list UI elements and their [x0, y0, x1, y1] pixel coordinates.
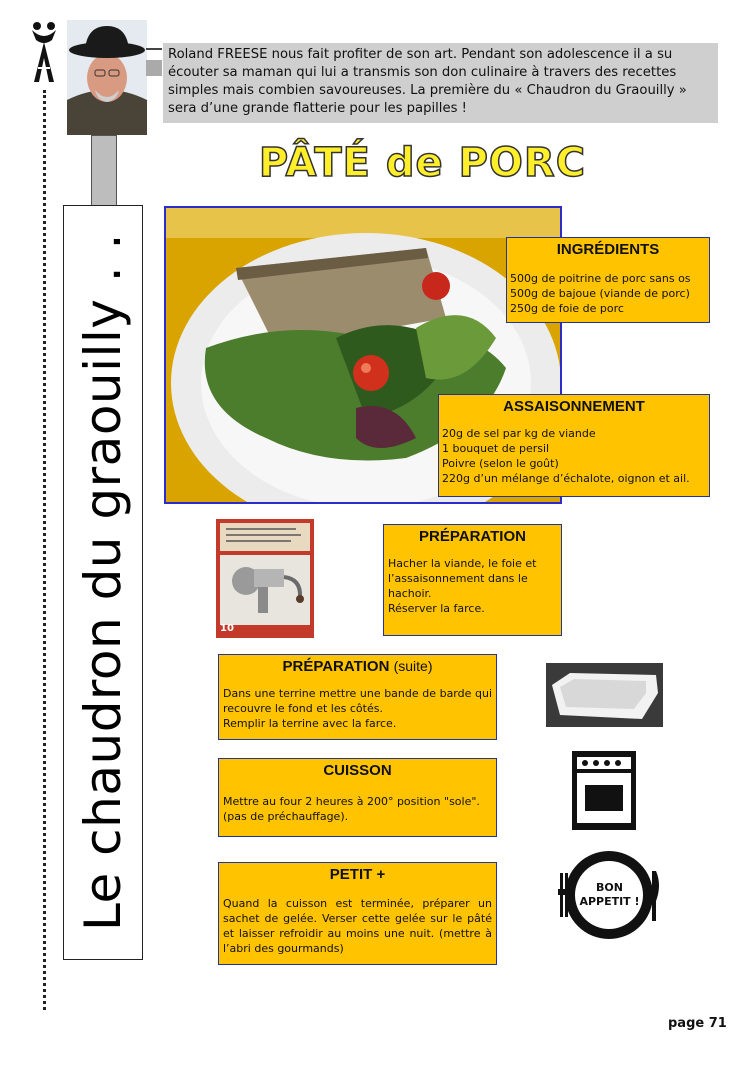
seasoning-item: 20g de sel par kg de viande — [442, 427, 596, 440]
preparation-box — [383, 524, 562, 636]
seasoning-box — [438, 394, 710, 497]
tip-box — [218, 862, 497, 965]
preparation-continued-heading — [223, 659, 492, 674]
preparation-continued-suffix: (suite) — [393, 658, 433, 674]
preparation-continued-line: Dans une terrine mettre une bande de barde qui recouvre le fond et les côtés. — [223, 687, 492, 715]
preparation-continued-title: PRÉPARATION — [282, 658, 390, 675]
decorative-post — [91, 135, 117, 207]
tip-text: Quand la cuisson est terminée, préparer un sachet de gelée. Verser cette gelée sur le pâté et laisser refroidir au moins une nuit. (mettre à l’abri des gourmands) — [223, 897, 492, 955]
seasoning-item: Poivre (selon le goût) — [442, 457, 559, 470]
preparation-continued-line: Remplir la terrine avec la farce. — [223, 717, 397, 730]
cooking-box — [218, 758, 497, 837]
preparation-heading: PRÉPARATION — [419, 528, 526, 545]
intro-text: Roland FREESE nous fait profiter de son art. Pendant son adolescence il a su écouter sa maman qui lui a transmis son don culinaire à travers des recettes simples mais combien savoureuses. La première du « Chaudron du Graouilly » sera d’une grande flatterie pour les papilles ! — [163, 43, 718, 123]
bon-appetit-line: APPETIT ! — [579, 895, 640, 908]
recipe-title: PÂTÉ de PORC — [258, 140, 587, 186]
seasoning-item: 220g d’un mélange d’échalote, oignon et ail. — [442, 472, 690, 485]
seasoning-item: 1 bouquet de persil — [442, 442, 550, 455]
author-photo — [67, 20, 147, 135]
oven-icon — [572, 751, 636, 830]
preparation-continued-box — [218, 654, 497, 740]
cooking-line: Mettre au four 2 heures à 200° position "sole". — [223, 795, 480, 808]
grinder-badge: 10 — [220, 623, 234, 634]
bon-appetit-line: BON — [596, 881, 623, 894]
dotted-margin-line — [43, 90, 46, 1010]
ingredient-item: 250g de foie de porc — [510, 302, 624, 315]
cooking-line: (pas de préchauffage). — [223, 810, 349, 823]
preparation-line: Hacher la viande, le foie et l’assaisonnement dans le hachoir. — [388, 557, 537, 600]
terrine-dish-photo — [546, 663, 663, 727]
page-number: page 71 — [668, 1016, 727, 1031]
intro-connector-fill — [146, 60, 162, 76]
tip-heading: PETIT + — [329, 866, 386, 883]
cooking-heading: CUISSON — [323, 762, 392, 779]
bon-appetit-text — [556, 881, 663, 909]
meat-grinder-photo — [216, 519, 314, 638]
plate-fork-knife-icon — [556, 845, 663, 945]
ingredient-item: 500g de poitrine de porc sans os — [510, 272, 691, 285]
ingredient-item: 500g de bajoue (viande de porc) — [510, 287, 690, 300]
sidebar-title: Le chaudron du graouilly . . — [74, 233, 132, 931]
mascot-logo-icon — [28, 20, 60, 86]
seasoning-heading: ASSAISONNEMENT — [503, 398, 645, 415]
ingredients-box — [506, 237, 710, 323]
ingredients-heading: INGRÉDIENTS — [556, 241, 660, 258]
preparation-line: Réserver la farce. — [388, 602, 485, 615]
